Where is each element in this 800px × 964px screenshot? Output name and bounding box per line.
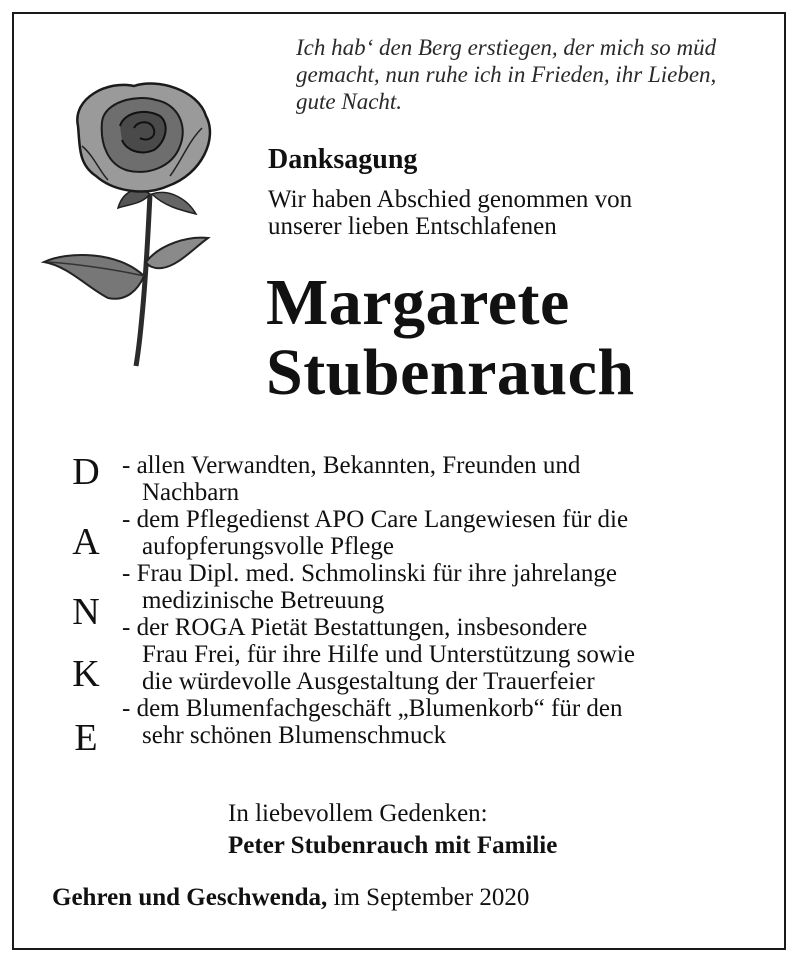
thanks-line: - dem Pflegedienst APO Care Langewiesen für die	[122, 506, 629, 533]
thanks-line: - der ROGA Pietät Bestattungen, insbesondere	[122, 614, 588, 641]
list-item	[122, 695, 782, 749]
intro-line: Wir haben Abschied genommen von	[268, 186, 633, 213]
list-item	[122, 506, 782, 560]
thanks-line: medizinische Betreuung	[142, 587, 385, 614]
place-date-text: im September 2020	[327, 884, 530, 911]
thanks-line: aufopferungsvolle Pflege	[142, 533, 395, 560]
thanks-line: - allen Verwandten, Bekannten, Freunden und	[122, 452, 581, 479]
danke-letter: K	[72, 653, 100, 695]
danke-letter: N	[72, 591, 100, 633]
list-item	[122, 560, 782, 614]
thanks-line: die würdevolle Ausgestaltung der Trauerfeier	[142, 668, 595, 695]
poem-line: Ich hab‘ den Berg erstiegen, der mich so müd	[296, 35, 717, 60]
rose-icon	[38, 76, 228, 368]
family-signature: Peter Stubenrauch mit Familie	[228, 832, 558, 859]
thanks-line: Frau Frei, für ihre Hilfe und Unterstützung sowie	[142, 641, 635, 668]
list-item	[122, 452, 782, 506]
last-name: Stubenrauch	[266, 336, 635, 409]
closing-text: In liebevollem Gedenken:	[228, 800, 488, 827]
heading-danksagung: Danksagung	[268, 144, 418, 175]
list-item	[122, 614, 782, 695]
deceased-name	[266, 268, 635, 408]
thanks-line: sehr schönen Blumenschmuck	[142, 722, 447, 749]
danke-letter: E	[74, 717, 98, 759]
intro-line: unserer lieben Entschlafenen	[268, 213, 557, 240]
thanks-line: Nachbarn	[142, 479, 240, 506]
poem-quote	[296, 34, 766, 115]
poem-line: gemacht, nun ruhe ich in Frieden, ihr Lieben,	[296, 62, 717, 87]
danke-letter: A	[72, 521, 100, 563]
first-name: Margarete	[266, 266, 570, 339]
intro-text	[268, 186, 632, 240]
thanks-line: - dem Blumenfachgeschäft „Blumenkorb“ für den	[122, 695, 623, 722]
place-towns: Gehren und Geschwenda,	[52, 884, 328, 911]
thanks-list	[122, 452, 782, 749]
place-date	[52, 884, 529, 912]
danke-letter: D	[72, 451, 100, 493]
thanks-line: - Frau Dipl. med. Schmolinski für ihre jahrelange	[122, 560, 618, 587]
poem-line: gute Nacht.	[296, 89, 403, 114]
